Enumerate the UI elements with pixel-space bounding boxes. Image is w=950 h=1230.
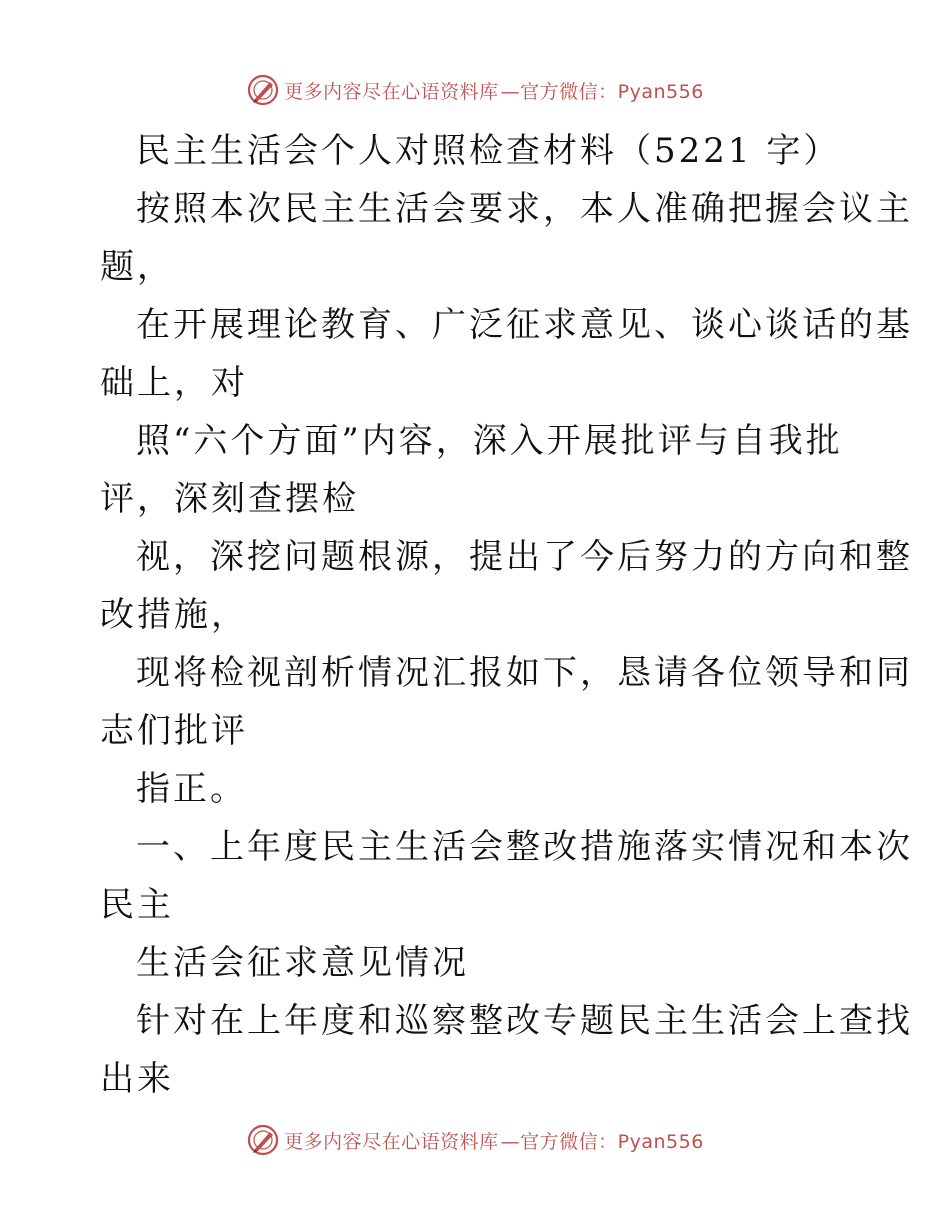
watermark-text: 更多内容尽在心语资料库: [284, 80, 499, 103]
text-line: 改措施，: [100, 595, 248, 635]
text-line: 民主: [100, 885, 174, 925]
watermark-contact: —官方微信：Pyan556: [500, 80, 704, 103]
pen-logo-icon: [246, 73, 280, 107]
text-line: 照“六个方面”内容，深入开展批评与自我批: [136, 421, 843, 461]
text-line: 在开展理论教育、广泛征求意见、谈心谈话的基: [136, 305, 913, 345]
watermark-contact: —官方微信：Pyan556: [500, 1130, 704, 1153]
text-line: 础上，对: [100, 363, 248, 403]
text-line: 民主生活会个人对照检查材料（5221 字）: [136, 131, 841, 171]
text-line: 题，: [100, 247, 174, 287]
text-line: 评，深刻查摆检: [100, 479, 359, 519]
text-line: 现将检视剖析情况汇报如下，恳请各位领导和同: [136, 653, 913, 693]
text-line: 视，深挖问题根源，提出了今后努力的方向和整: [136, 537, 913, 577]
footer-watermark: [0, 1120, 950, 1160]
section-heading: 一、上年度民主生活会整改措施落实情况和本次: [136, 827, 913, 867]
text-line: 针对在上年度和巡察整改专题民主生活会上查找: [136, 1001, 913, 1041]
text-line: 生活会征求意见情况: [136, 943, 469, 983]
text-line: 志们批评: [100, 711, 248, 751]
watermark-text: 更多内容尽在心语资料库: [284, 1130, 499, 1153]
text-line: 指正。: [136, 769, 247, 809]
document-body: [100, 122, 913, 1108]
header-watermark: [0, 70, 950, 110]
pen-logo-icon: [246, 1123, 280, 1157]
text-line: 按照本次民主生活会要求，本人准确把握会议主: [136, 189, 913, 229]
text-line: 出来: [100, 1059, 174, 1099]
